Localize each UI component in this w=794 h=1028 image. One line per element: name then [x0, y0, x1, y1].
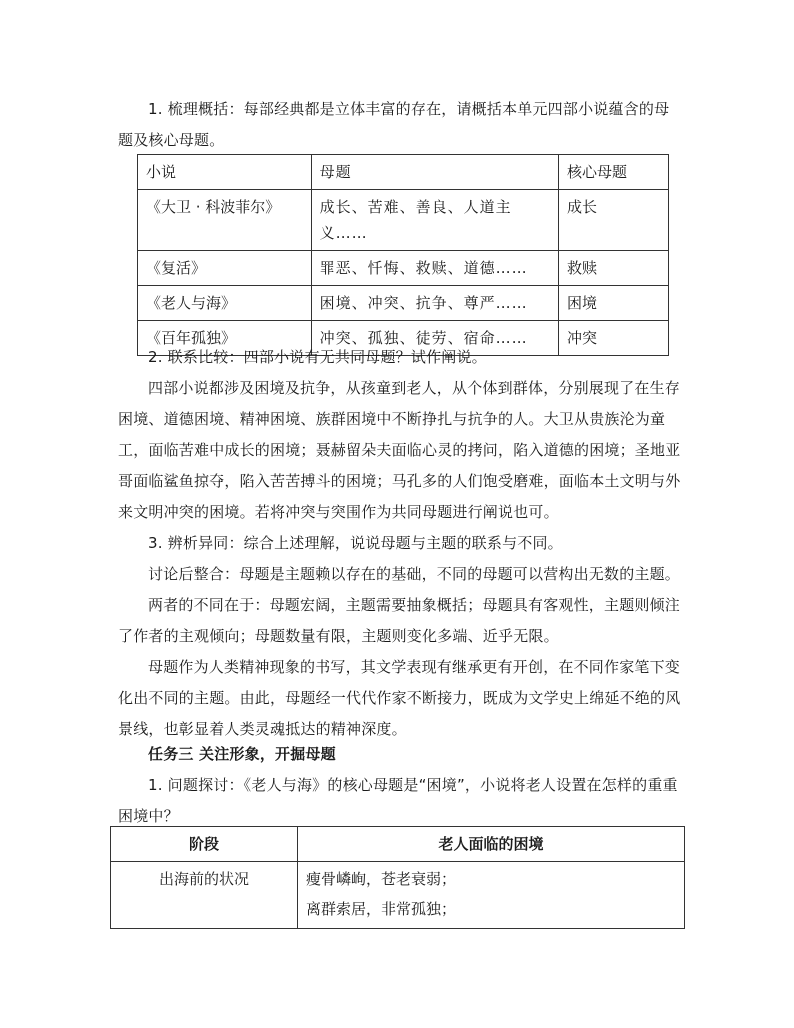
- answer-2-text: 四部小说都涉及困境及抗争，从孩童到老人，从个体到群体，分别展现了在生存困境、道德困境、精神困境、族群困境中不断挣扎与抗争的人。大卫从贵族沦为童工，面临苦难中成长的困境；聂赫留朵夫面临心灵的拷问，陷入道德的困境；圣地亚哥面临鲨鱼掠夺，陷入苦苦搏斗的困境；马孔多的人们饱受磨难，面临本土文明与外来文明冲突的困境。若将冲突与突围作为共同母题进行阐说也可。: [118, 379, 681, 521]
- header-predicament: 老人面临的困境: [298, 827, 685, 862]
- task-3-question-1: 1. 问题探讨：《老人与海》的核心母题是“困境”，小说将老人设置在怎样的重重困境中？: [118, 776, 678, 825]
- question-3-text: 3. 辨析异同：综合上述理解，说说母题与主题的联系与不同。: [148, 534, 563, 552]
- cell-novel: 《百年孤独》: [138, 321, 312, 356]
- predicament-line: 瘦骨嶙峋，苍老衰弱；: [306, 870, 457, 888]
- answer-3-conclusion: 母题作为人类精神现象的书写，其文学表现有继承更有开创，在不同作家笔下变化出不同的主题。由此，母题经一代代作家不断接力，既成为文学史上绵延不绝的风景线，也彰显着人类灵魂抵达的精神深度。: [118, 658, 681, 738]
- cell-motif: 冲突、孤独、徒劳、宿命……: [311, 321, 558, 356]
- header-stage: 阶段: [111, 827, 298, 862]
- table-row: [138, 190, 669, 251]
- answer-3-difference: 两者的不同在于：母题宏阔，主题需要抽象概括；母题具有客观性，主题则倾注了作者的主观倾向；母题数量有限，主题则变化多端、近乎无限。: [118, 596, 681, 645]
- predicament-table: [110, 826, 685, 929]
- cell-predicament: [298, 862, 685, 929]
- cell-core-motif: 困境: [558, 286, 668, 321]
- header-core-motif: 核心母题: [558, 155, 668, 190]
- cell-core-motif: 冲突: [558, 321, 668, 356]
- motif-table: [137, 154, 669, 356]
- header-motif: 母题: [311, 155, 558, 190]
- cell-novel: 《老人与海》: [138, 286, 312, 321]
- cell-motif: 罪恶、忏悔、救赎、道德……: [311, 251, 558, 286]
- cell-core-motif: 成长: [558, 190, 668, 251]
- cell-core-motif: 救赎: [558, 251, 668, 286]
- cell-novel: 《复活》: [138, 251, 312, 286]
- table-row: [138, 251, 669, 286]
- cell-novel: 《大卫 · 科波菲尔》: [138, 190, 312, 251]
- table-header-row: [138, 155, 669, 190]
- table-row: [111, 862, 685, 929]
- task-3-heading: 任务三 关注形象，开掘母题: [148, 745, 336, 763]
- cell-motif: 困境、冲突、抗争、尊严……: [311, 286, 558, 321]
- predicament-line: 离群索居，非常孤独；: [306, 900, 457, 918]
- question-2-text: 2. 联系比较：四部小说有无共同母题？试作阐说。: [148, 348, 487, 366]
- question-1-text: 1. 梳理概括：每部经典都是立体丰富的存在，请概括本单元四部小说蕴含的母题及核心母题。: [118, 100, 670, 149]
- cell-motif: 成长、苦难、善良、人道主义……: [311, 190, 558, 251]
- header-novel: 小说: [138, 155, 312, 190]
- cell-stage: 出海前的状况: [111, 862, 298, 929]
- answer-3-summary: 讨论后整合：母题是主题赖以存在的基础，不同的母题可以营构出无数的主题。: [148, 565, 681, 583]
- table-header-row: [111, 827, 685, 862]
- table-row: [138, 286, 669, 321]
